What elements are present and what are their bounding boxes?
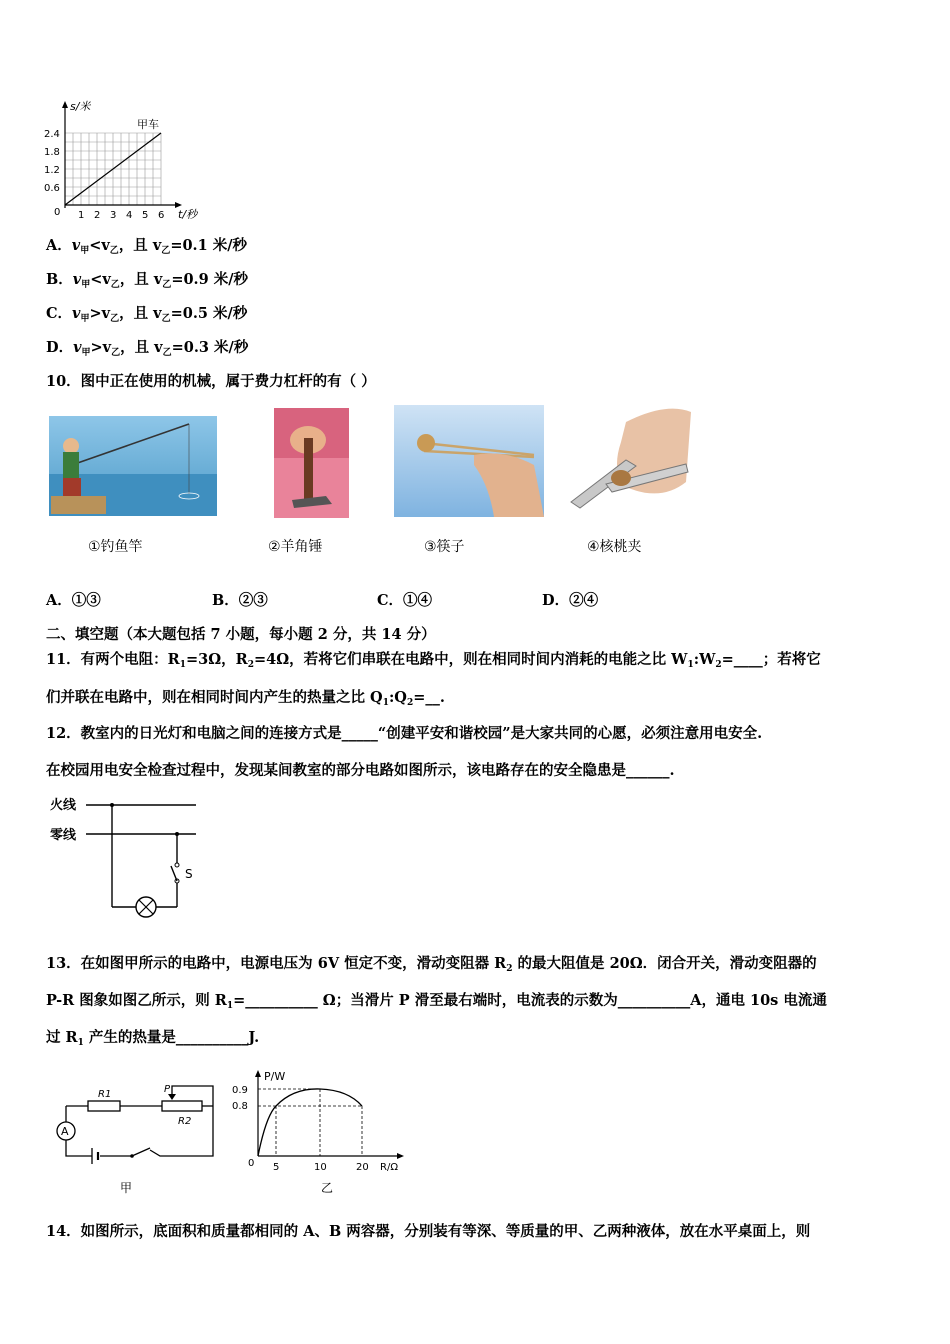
q13-line2: P-R 图象如图乙所示，则 $R_1=\_\_\_\_\_\_\_\_\_\_$ Ω；当滑片 P 滑至最右端时，电流表的示数为__________A，通电 10s 电流通 <box>46 992 827 1011</box>
q12-line2: 在校园用电安全检查过程中，发现某间教室的部分电路如图所示，该电路存在的安全隐患是______. <box>46 762 675 779</box>
x-tick: 5 <box>273 1162 280 1173</box>
series-label: 甲车 <box>137 118 159 131</box>
x-axis-label: R/Ω <box>380 1162 398 1173</box>
q10-option-a: A．①③ <box>46 592 101 609</box>
switch-symbol <box>171 866 177 881</box>
y-axis-label: P/W <box>264 1070 286 1083</box>
st-graph <box>40 98 220 223</box>
caption-nutcracker: ④核桃夹 <box>587 539 642 555</box>
q10-option-c: C．①④ <box>377 592 433 609</box>
x-tick: 10 <box>314 1162 327 1173</box>
caption-chopsticks: ③筷子 <box>424 539 465 555</box>
caption-claw-hammer: ②羊角锤 <box>268 539 323 555</box>
p-r-graph <box>228 1066 418 1198</box>
y-tick: 2.4 <box>44 129 60 140</box>
x-tick: 6 <box>158 210 165 221</box>
switch-label: S <box>185 867 193 881</box>
switch-symbol <box>132 1148 150 1156</box>
household-circuit-diagram <box>46 792 206 920</box>
y-tick: 1.8 <box>44 147 60 158</box>
q10-option-d: D．②④ <box>542 592 599 609</box>
resistor-r1 <box>88 1101 120 1111</box>
claw-hammer-image <box>274 408 349 518</box>
q11-line1: 11．有两个电阻：$R_1=3\Omega$，$R_2=4\Omega$，若将它们串联在电路中，则在相同时间内消耗的电能之比 $W_1:W_2=\_\_\_\_$；若将它 <box>46 651 821 670</box>
neutral-wire-label: 零线 <box>50 828 77 843</box>
x-axis-label: t/秒 <box>178 208 198 221</box>
section-heading: 二、填空题（本大题包括 7 小题，每小题 2 分，共 14 分） <box>46 626 436 643</box>
y-axis-label: s/米 <box>70 100 91 113</box>
q12-line1: 12．教室内的日光灯和电脑之间的连接方式是_____“创建平安和谐校园”是大家共同的心愿，必须注意用电安全. <box>46 725 763 742</box>
q9-option-d: D．$v_甲>v_乙$，且 $v_乙=0.3$ 米/秒 <box>46 339 249 358</box>
q10-option-b: B．②③ <box>212 592 268 609</box>
y-tick: 0.8 <box>232 1101 248 1112</box>
y-tick: 1.2 <box>44 165 60 176</box>
x-tick: 2 <box>94 210 101 221</box>
slider-label: P <box>164 1084 171 1095</box>
caption-yi: 乙 <box>321 1181 334 1195</box>
x-tick: 20 <box>356 1162 369 1173</box>
chopsticks-image <box>394 405 544 517</box>
ammeter-label: A <box>61 1125 69 1138</box>
q9-option-a: A．$v_甲<v_乙$，且 $v_乙=0.1$ 米/秒 <box>46 237 248 256</box>
q13-line1: 13．在如图甲所示的电路中，电源电压为 6V 恒定不变，滑动变阻器 $R_2$ 的最大阻值是 20Ω．闭合开关，滑动变阻器的 <box>46 955 817 974</box>
origin-label: 0 <box>248 1158 255 1169</box>
x-tick: 4 <box>126 210 133 221</box>
x-tick: 5 <box>142 210 149 221</box>
r2-label: R2 <box>178 1116 192 1127</box>
fishing-rod-image <box>49 416 217 516</box>
q13-line3: 过 $R_1$ 产生的热量是__________J. <box>46 1029 260 1048</box>
q11-line2: 们并联在电路中，则在相同时间内产生的热量之比 $Q_1:Q_2=\_\_$. <box>46 689 445 708</box>
origin-label: 0 <box>54 207 61 218</box>
resistor-r2 <box>162 1101 202 1111</box>
power-curve <box>258 1089 362 1156</box>
q9-option-c: C．$v_甲>v_乙$，且 $v_乙=0.5$ 米/秒 <box>46 305 248 324</box>
caption-fishing-rod: ①钓鱼竿 <box>88 539 143 555</box>
caption-jia: 甲 <box>120 1181 133 1195</box>
x-tick: 3 <box>110 210 117 221</box>
x-tick: 1 <box>78 210 85 221</box>
q14-line1: 14．如图所示，底面积和质量都相同的 A、B 两容器，分别装有等深、等质量的甲、乙两种液体，放在水平桌面上，则 <box>46 1223 811 1240</box>
y-tick: 0.6 <box>44 183 60 194</box>
q10-stem: 10．图中正在使用的机械，属于费力杠杆的有（ ） <box>46 373 376 390</box>
y-tick: 0.9 <box>232 1085 248 1096</box>
q9-option-b: B．$v_甲<v_乙$，且 $v_乙=0.9$ 米/秒 <box>46 271 249 290</box>
fire-wire-label: 火线 <box>50 798 77 813</box>
nutcracker-image <box>566 402 696 517</box>
r1-label: R1 <box>98 1089 112 1100</box>
circuit-diagram-jia <box>50 1080 220 1200</box>
